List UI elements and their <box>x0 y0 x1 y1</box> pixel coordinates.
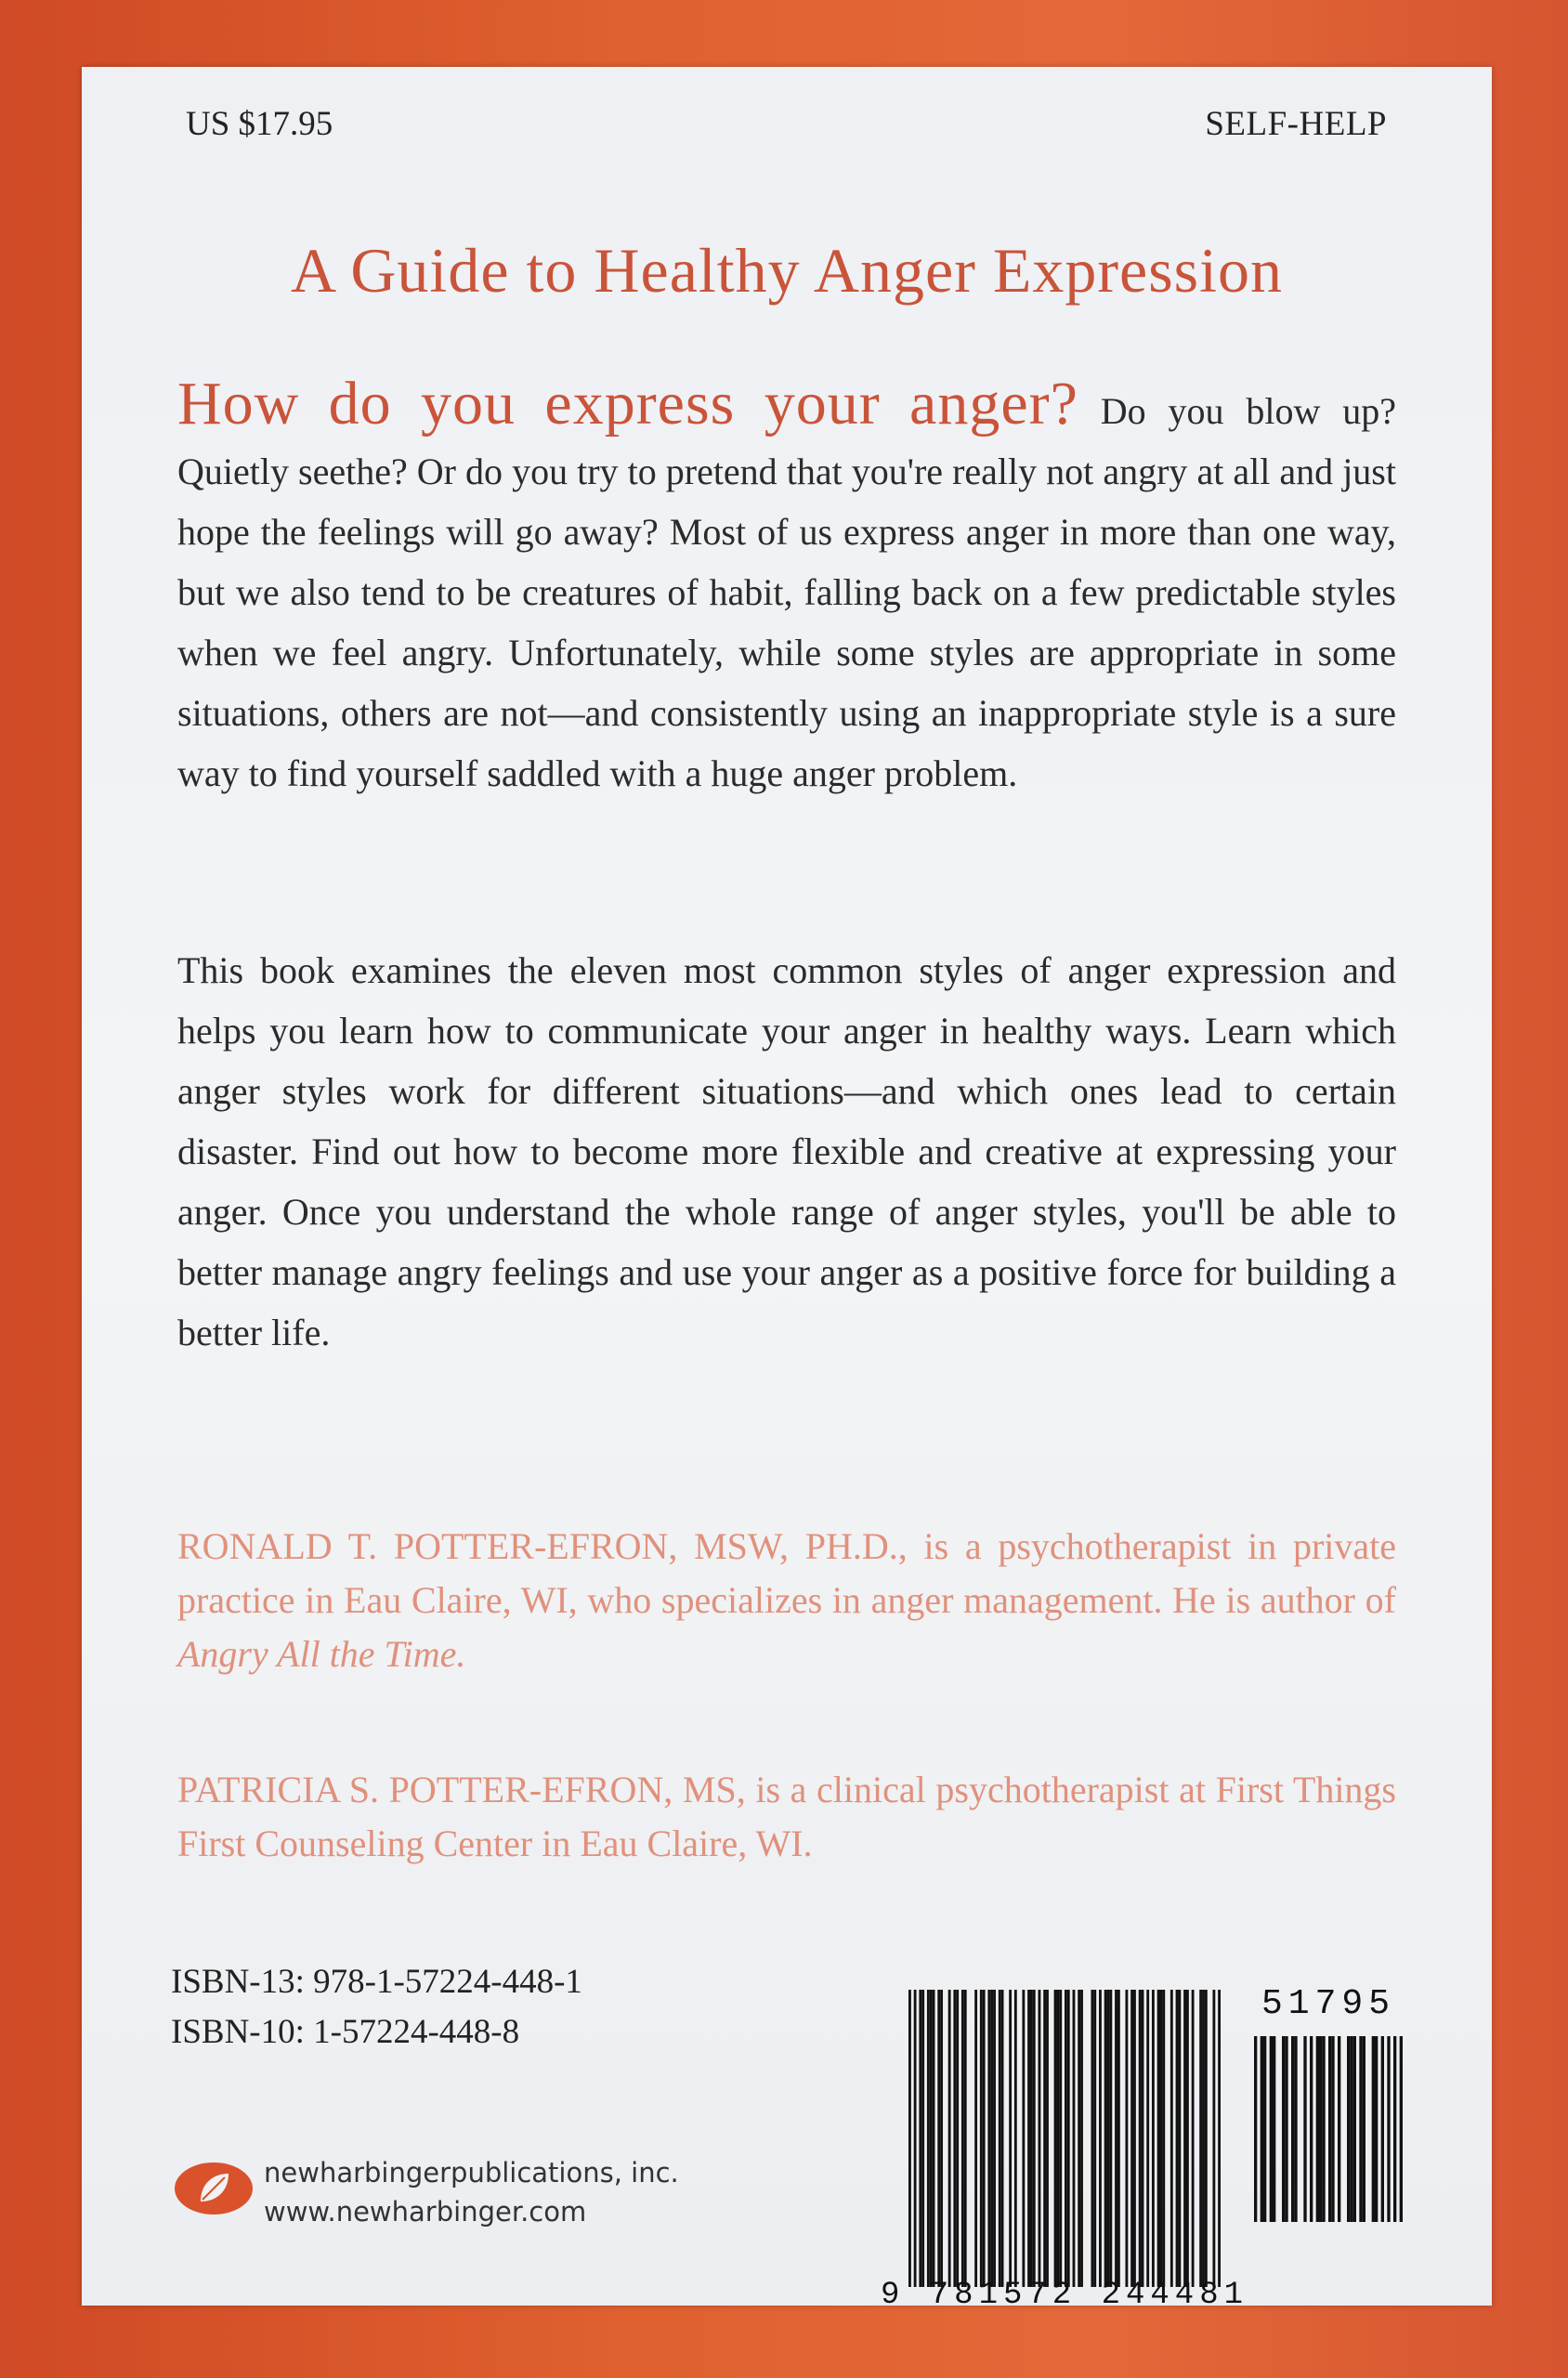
barcode-bar <box>908 1990 911 2287</box>
barcode-bar <box>1263 2036 1266 2222</box>
barcode-bar <box>1319 2036 1322 2222</box>
barcode-bar <box>1322 2036 1325 2222</box>
barcode-bar <box>1310 2036 1313 2222</box>
barcode-bar <box>914 1990 917 2287</box>
barcode-bar <box>1338 2036 1340 2222</box>
barcode-bar <box>1130 1990 1133 2287</box>
barcode-bar <box>1027 1990 1030 2287</box>
barcode-bar <box>1107 1990 1110 2287</box>
category-label: SELF-HELP <box>1205 105 1387 143</box>
barcode-addon <box>1254 2036 1403 2222</box>
barcode-bar <box>1162 1990 1165 2287</box>
barcode-bar <box>1316 2036 1319 2222</box>
lead-question: How do you express your anger? <box>177 370 1078 438</box>
barcode-bar <box>1347 2036 1350 2222</box>
isbn-13: ISBN-13: 978-1-57224-448-1 <box>171 1963 582 2001</box>
barcode-bar <box>1183 1990 1186 2287</box>
barcode-bar <box>1059 1990 1062 2287</box>
barcode-bar <box>1067 1990 1070 2287</box>
barcode-bar <box>961 1990 964 2287</box>
barcode-bar <box>1115 1990 1117 2287</box>
barcode-bar <box>1387 2036 1390 2222</box>
barcode-bar <box>1146 1990 1149 2287</box>
barcode-bar <box>1261 2036 1263 2222</box>
barcode-bar <box>1176 1990 1179 2287</box>
barcode-bar <box>1046 1990 1049 2287</box>
barcode-bar <box>1142 1990 1144 2287</box>
book-title-angry-all-the-time: Angry All the Time. <box>177 1633 466 1675</box>
barcode-bar <box>1375 2036 1378 2222</box>
barcode-bar <box>1104 1990 1107 2287</box>
barcode-bar <box>1350 2036 1352 2222</box>
cover-panel <box>82 67 1492 2313</box>
author-bio-ronald <box>177 1520 1396 1681</box>
barcode-digits: 9 781572 244481 <box>880 2278 1249 2313</box>
barcode-bar <box>1273 2036 1275 2222</box>
barcode-bar <box>1381 2036 1384 2222</box>
barcode-bar <box>1009 1990 1012 2287</box>
description-paragraph-2: This book examines the eleven most common styles of anger expression and helps you learn how to communicate your anger in healthy ways. Learn which anger styles work for different situations—and which ones lead to certain disaster. Find out how to become more flexible and creative at expressing your anger. Once you understand the whole range of anger styles, you'll be able to better manage angry feelings and use your anger as a positive force for building a better life. <box>177 949 1396 1353</box>
barcode-bar <box>1133 1990 1136 2287</box>
barcode-bar <box>1170 1990 1173 2287</box>
headline: A Guide to Healthy Anger Expression <box>290 235 1284 306</box>
isbn-barcode <box>908 1990 1221 2287</box>
author-bio-patricia: PATRICIA S. POTTER-EFRON, MS, is a clinical psychotherapist at First Things First Counseling Center in Eau Claire, WI. <box>177 1769 1396 1864</box>
barcode-bar <box>1270 2036 1273 2222</box>
barcode-bar <box>1054 1990 1057 2287</box>
barcode-bar <box>1139 1990 1142 2287</box>
barcode-bar <box>1353 2036 1356 2222</box>
barcode-bar <box>1359 2036 1362 2222</box>
barcode-bar <box>1160 1990 1163 2287</box>
barcode-bar <box>1033 1990 1036 2287</box>
barcode-bar <box>1254 2036 1257 2222</box>
barcode-bar <box>1030 1990 1033 2287</box>
barcode-bar <box>1363 2036 1365 2222</box>
barcode-bar <box>1186 1990 1189 2287</box>
barcode-bar <box>937 1990 940 2287</box>
barcode-bar <box>1400 2036 1403 2222</box>
barcode-bar <box>1078 1990 1080 2287</box>
price-label: US $17.95 <box>186 105 333 143</box>
barcode-bar <box>1117 1990 1120 2287</box>
barcode-bar <box>1125 1990 1128 2287</box>
barcode-bar <box>1022 1990 1025 2287</box>
barcode-bar <box>990 1990 993 2287</box>
barcode-bar <box>1001 1990 1004 2287</box>
barcode-bar <box>1080 1990 1083 2287</box>
barcode-bar <box>1178 1990 1181 2287</box>
barcode-bar <box>1212 1990 1215 2287</box>
barcode-bar <box>1157 1990 1160 2287</box>
barcode-bar <box>953 1990 956 2287</box>
barcode-bar <box>1109 1990 1112 2287</box>
barcode-bar <box>1093 1990 1096 2287</box>
barcode-bar <box>1199 1990 1202 2287</box>
barcode-bar <box>993 1990 996 2287</box>
barcode-bar <box>987 1990 990 2287</box>
barcode-bar <box>940 1990 943 2287</box>
barcode-bar <box>1282 2036 1285 2222</box>
barcode-bar <box>927 1990 930 2287</box>
publisher-name: newharbingerpublications, inc. <box>264 2157 679 2189</box>
barcode-bar <box>1192 1990 1195 2287</box>
paragraph-1-text: Do you blow up? Quietly seethe? Or do you try to pretend that you're really not angry at all and just hope the feelings will go away? Most of us express anger in more than one way, but we also tend to be creatures of habit, falling back on a few predictable styles when we feel angry. Unfortunately, while some styles are appropriate in some situations, others are not—and consistently using an inappropriate style is a sure way to find yourself saddled with a huge anger problem. <box>177 390 1397 794</box>
barcode-bar <box>956 1990 959 2287</box>
barcode-bar <box>1091 1990 1093 2287</box>
barcode-bar <box>1372 2036 1375 2222</box>
barcode-bar <box>1014 1990 1017 2287</box>
barcode-bar <box>1202 1990 1205 2287</box>
isbn-10: ISBN-10: 1-57224-448-8 <box>171 2013 520 2051</box>
barcode-bar <box>921 1990 924 2287</box>
publisher-leaf-logo-icon <box>173 2161 255 2216</box>
barcode-bar <box>948 1990 951 2287</box>
barcode-bar <box>1218 1990 1221 2287</box>
barcode-bar <box>1205 1990 1208 2287</box>
barcode-bar <box>964 1990 967 2287</box>
barcode-bar <box>1099 1990 1102 2287</box>
description-paragraph-1 <box>177 370 1397 804</box>
barcode-bar <box>1152 1990 1155 2287</box>
barcode-bar <box>1073 1990 1076 2287</box>
barcode-bar <box>974 1990 977 2287</box>
barcode-bar <box>1043 1990 1046 2287</box>
barcode-bar <box>1056 1990 1059 2287</box>
barcode-bar <box>1039 1990 1041 2287</box>
barcode-bar <box>1331 2036 1334 2222</box>
publisher-url[interactable]: www.newharbinger.com <box>264 2196 587 2228</box>
barcode-bar <box>930 1990 933 2287</box>
barcode-bar <box>1303 2036 1306 2222</box>
barcode-bar <box>1294 2036 1297 2222</box>
barcode-addon-digits: 51795 <box>1261 1984 1396 2024</box>
barcode-bar <box>1328 2036 1331 2222</box>
barcode-bar <box>980 1990 983 2287</box>
barcode-bar <box>999 1990 1001 2287</box>
barcode-bar <box>919 1990 921 2287</box>
barcode-bar <box>1285 2036 1287 2222</box>
barcode-bar <box>983 1990 986 2287</box>
barcode-bar <box>1291 2036 1294 2222</box>
barcode-bar <box>933 1990 935 2287</box>
barcode-bar <box>1393 2036 1396 2222</box>
bio-ronald-text: RONALD T. POTTER-EFRON, MSW, PH.D., is a psychotherapist in private practice in Eau Claire, WI, who specializes in anger management. He is author of <box>177 1525 1396 1621</box>
barcode-bar <box>1065 1990 1067 2287</box>
